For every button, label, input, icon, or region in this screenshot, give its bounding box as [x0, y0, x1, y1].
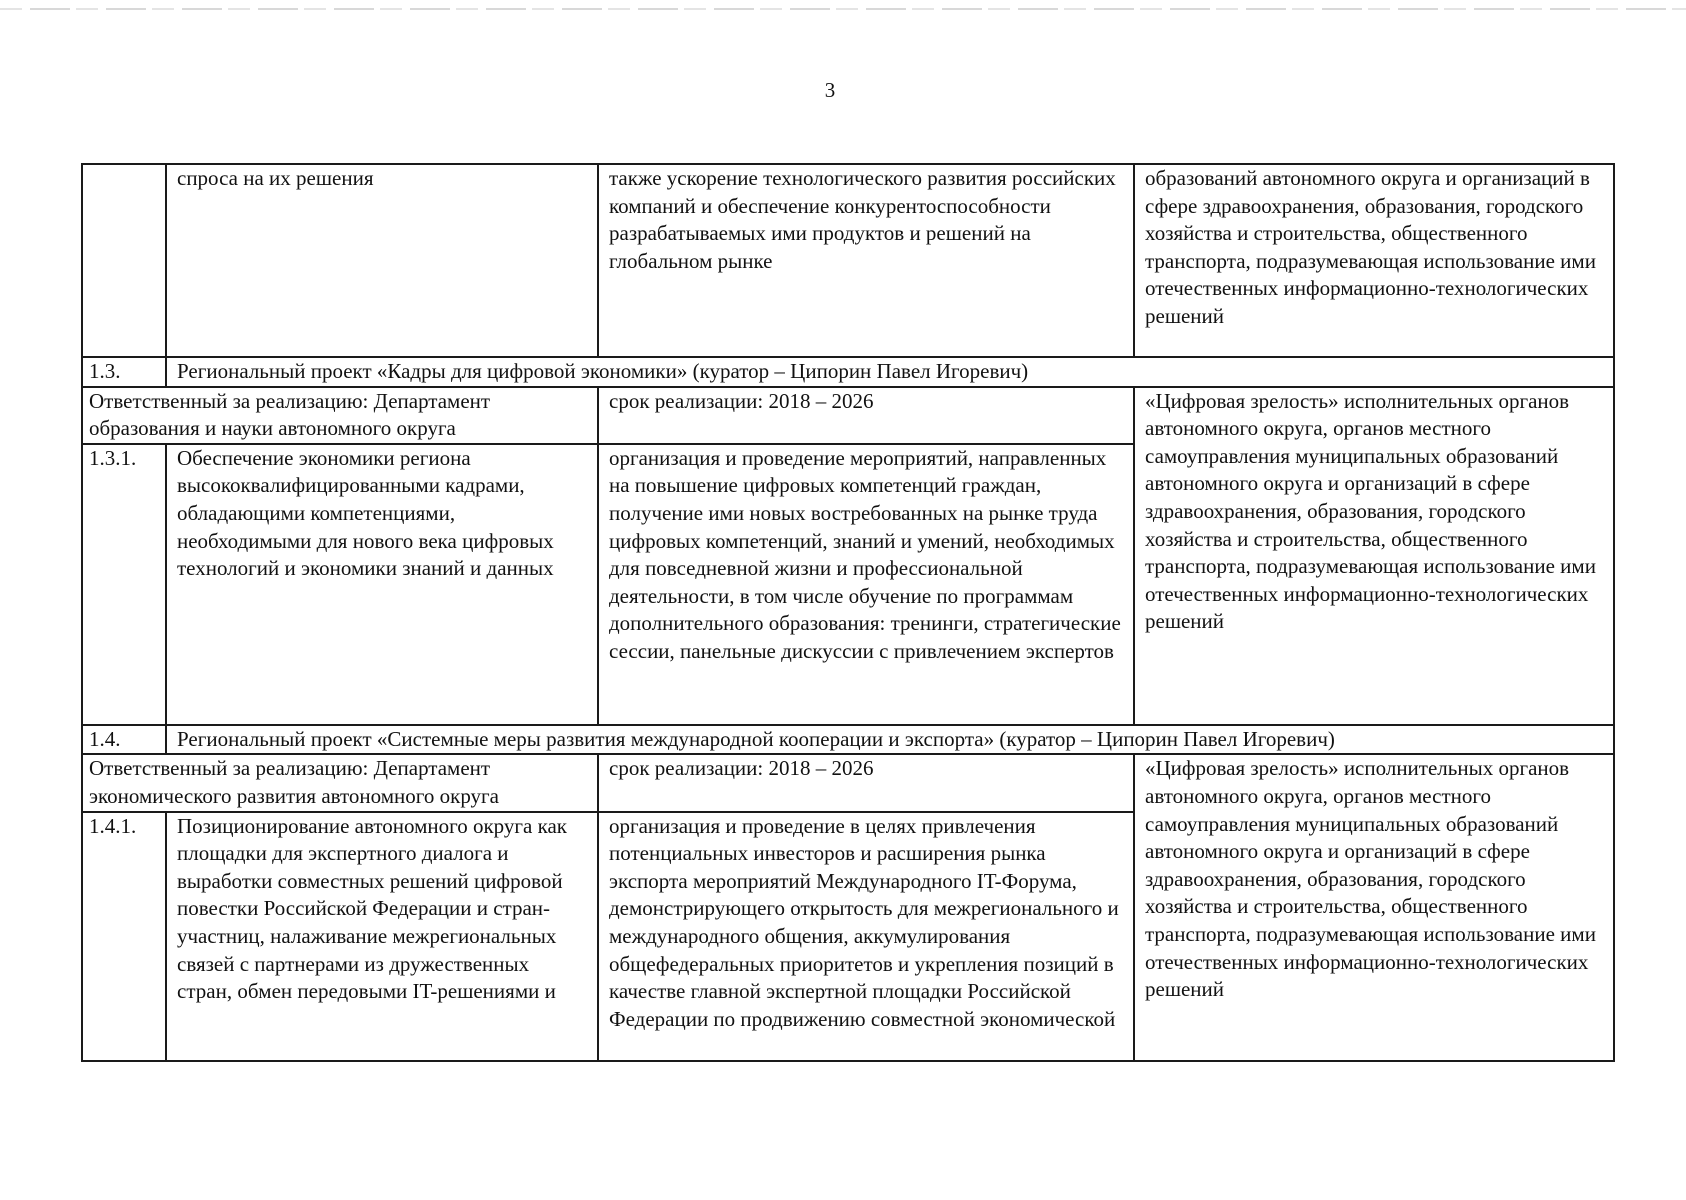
task-measures-cell: организация и проведение в целях привлечения потенциальных инвесторов и расширения рынка экспорта мероприятий Международного IT-Форума, демонстрирующего открытость для межрегионального и международного общения, аккумулирования общефедеральных приоритетов и укрепления позиций в качестве главной экспертной площадки Российской Федерации по продвижению совместной экономической: [598, 812, 1134, 1061]
project-title: Региональный проект «Кадры для цифровой экономики» (куратор – Ципорин Павел Игоревич): [166, 357, 1614, 387]
program-table: [81, 163, 1615, 1062]
responsible-row-1-3: [82, 387, 1614, 444]
project-heading-row-1-3: [82, 357, 1614, 387]
task-number: 1.3.1.: [82, 444, 166, 725]
project-number: 1.3.: [82, 357, 166, 387]
term-cell: срок реализации: 2018 – 2026: [598, 754, 1134, 811]
term-cell: срок реализации: 2018 – 2026: [598, 387, 1134, 444]
project-heading-row-1-4: [82, 725, 1614, 755]
task-goal-cell: Позиционирование автономного округа как площадки для экспертного диалога и выработки совместных решений цифровой повестки Российской Федерации и стран-участниц, налаживание межрегиональных связей с партнерами из дружественных стран, обмен передовыми IT-решениями и: [166, 812, 598, 1061]
task-number: 1.4.1.: [82, 812, 166, 1061]
task-measures-cell: организация и проведение мероприятий, направленных на повышение цифровых компетенций граждан, получение ими новых востребованных на рынке труда цифровых компетенций, знаний и умений, необходимых для повседневной жизни и профессиональной деятельности, в том числе обучение по программам дополнительного образования: тренинги, стратегические сессии, панельные дискуссии с привлечением экспертов: [598, 444, 1134, 725]
result-cell: «Цифровая зрелость» исполнительных органов автономного округа, органов местного самоуправления муниципальных образований автономного округа и организаций в сфере здравоохранения, образования, городского хозяйства и строительства, общественного транспорта, подразумевающая использование ими отечественных информационно-технологических решений: [1134, 387, 1614, 725]
goal-cell: спроса на их решения: [166, 164, 598, 357]
table-row-continuation: [82, 164, 1614, 357]
page-number: 3: [824, 78, 836, 102]
task-goal-cell: Обеспечение экономики региона высококвалифицированными кадрами, обладающими компетенциями, необходимыми для нового века цифровых технологий и экономики знаний и данных: [166, 444, 598, 725]
result-cell: образований автономного округа и организаций в сфере здравоохранения, образования, городского хозяйства и строительства, общественного транспорта, подразумевающая использование ими отечественных информационно-технологических решений: [1134, 164, 1614, 357]
project-number: 1.4.: [82, 725, 166, 755]
measures-cell: также ускорение технологического развития российских компаний и обеспечение конкурентоспособности разрабатываемых ими продуктов и решений на глобальном рынке: [598, 164, 1134, 357]
number-cell-empty: [82, 164, 166, 357]
responsible-cell: Ответственный за реализацию: Департамент экономического развития автономного округа: [82, 754, 598, 811]
scan-edge-artifact: [0, 8, 1686, 10]
project-title: Региональный проект «Системные меры развития международной кооперации и экспорта» (куратор – Ципорин Павел Игоревич): [166, 725, 1614, 755]
responsible-row-1-4: [82, 754, 1614, 811]
result-cell: «Цифровая зрелость» исполнительных органов автономного округа, органов местного самоуправления муниципальных образований автономного округа и организаций в сфере здравоохранения, образования, городского хозяйства и строительства, общественного транспорта, подразумевающая использование ими отечественных информационно-технологических решений: [1134, 754, 1614, 1060]
responsible-cell: Ответственный за реализацию: Департамент образования и науки автономного округа: [82, 387, 598, 444]
